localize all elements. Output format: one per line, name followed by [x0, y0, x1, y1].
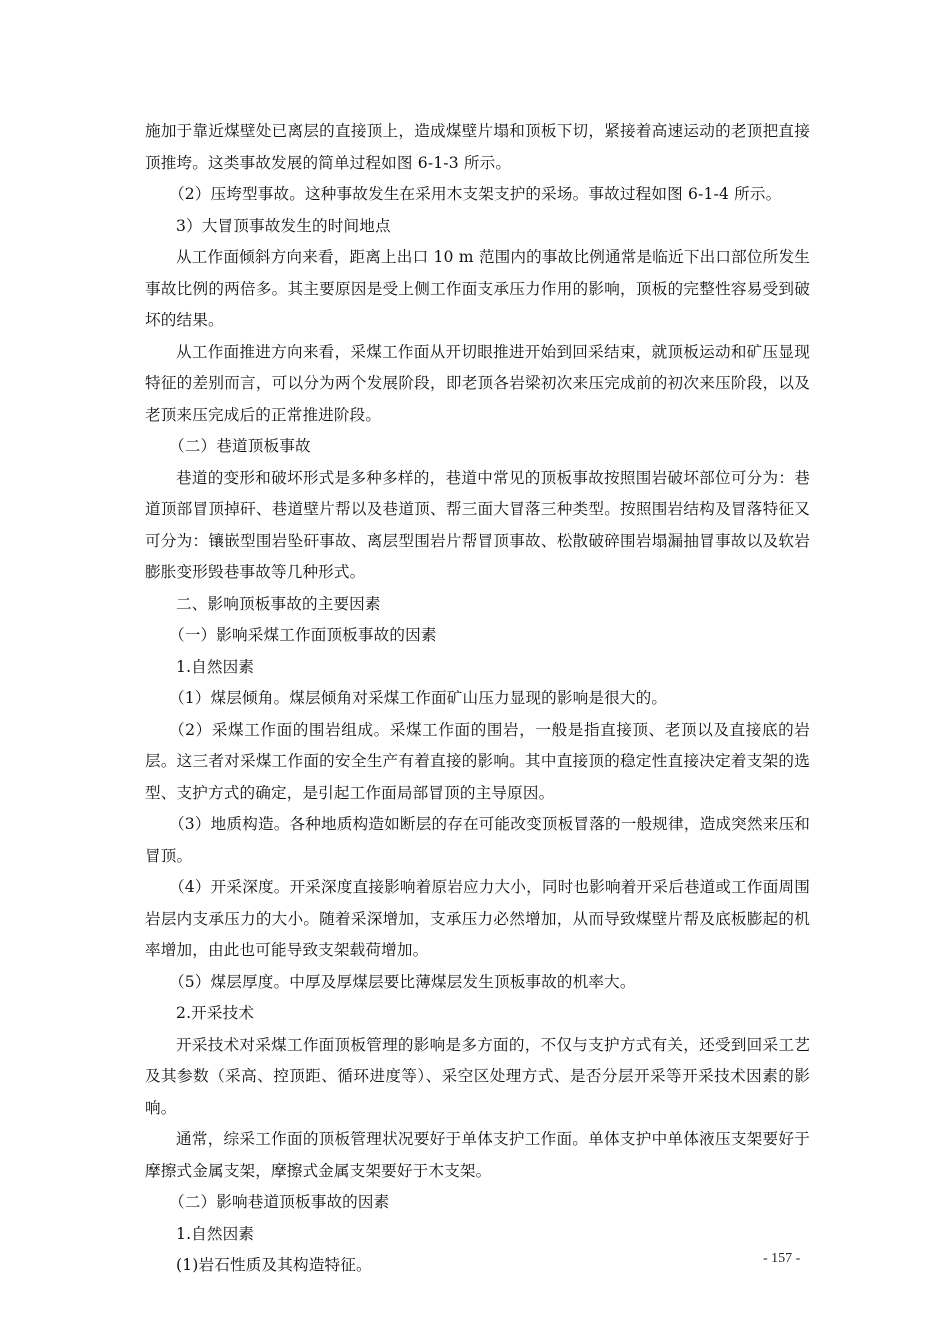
- paragraph: （5）煤层厚度。中厚及厚煤层要比薄煤层发生顶板事故的机率大。: [169, 972, 636, 991]
- section-heading: 3）大冒顶事故发生的时间地点: [176, 216, 391, 235]
- section-heading: 1.自然因素: [176, 1224, 255, 1243]
- body-text: [145, 116, 810, 1282]
- paragraph: 从工作面推进方向来看，采煤工作面从开切眼推进开始到回采结束，就顶板运动和矿压显现特征的差别而言，可以分为两个发展阶段，即老顶各岩梁初次来压完成前的初次来压阶段，以及老顶来压完成后的正常推进阶段。: [145, 342, 810, 424]
- paragraph: （2）采煤工作面的围岩组成。采煤工作面的围岩，一般是指直接顶、老顶以及直接底的岩层。这三者对采煤工作面的安全生产有着直接的影响。其中直接顶的稳定性直接决定着支架的选型、支护方式的确定，是引起工作面局部冒顶的主导原因。: [145, 720, 810, 802]
- paragraph: 开采技术对采煤工作面顶板管理的影响是多方面的，不仅与支护方式有关，还受到回采工艺及其参数（采高、控顶距、循环进度等）、采空区处理方式、是否分层开采等开采技术因素的影响。: [145, 1035, 810, 1117]
- paragraph: 通常，综采工作面的顶板管理状况要好于单体支护工作面。单体支护中单体液压支架要好于摩擦式金属支架，摩擦式金属支架要好于木支架。: [145, 1130, 810, 1180]
- section-heading: 1.自然因素: [176, 657, 255, 676]
- paragraph: (1)岩石性质及其构造特征。: [176, 1256, 372, 1274]
- page-number: - 157 -: [763, 1251, 801, 1266]
- paragraph: （3）地质构造。各种地质构造如断层的存在可能改变顶板冒落的一般规律，造成突然来压和冒顶。: [145, 815, 810, 865]
- paragraph: （2）压垮型事故。这种事故发生在采用木支架支护的采场。事故过程如图 6-1-4 所示。: [169, 185, 782, 203]
- section-heading: 2.开采技术: [176, 1004, 255, 1022]
- paragraph: 施加于靠近煤壁处已离层的直接顶上，造成煤壁片塌和顶板下切，紧接着高速运动的老顶把直接顶推垮。这类事故发展的简单过程如图 6-1-3 所示。: [145, 122, 810, 172]
- section-heading: （二）影响巷道顶板事故的因素: [169, 1193, 390, 1211]
- section-heading: （二）巷道顶板事故: [169, 437, 311, 455]
- section-heading: （一）影响采煤工作面顶板事故的因素: [169, 626, 437, 644]
- paragraph: （1）煤层倾角。煤层倾角对采煤工作面矿山压力显现的影响是很大的。: [169, 689, 668, 707]
- paragraph: 从工作面倾斜方向来看，距离上出口 10 m 范围内的事故比例通常是临近下出口部位所发生事故比例的两倍多。其主要原因是受上侧工作面支承压力作用的影响，顶板的完整性容易受到破坏的结果。: [145, 248, 810, 329]
- paragraph: 巷道的变形和破坏形式是多种多样的，巷道中常见的顶板事故按照围岩破坏部位可分为：巷道顶部冒顶掉矸、巷道壁片帮以及巷道顶、帮三面大冒落三种类型。按照围岩结构及冒落特征又可分为：镶嵌型围岩坠矸事故、离层型围岩片帮冒顶事故、松散破碎围岩塌漏抽冒事故以及软岩膨胀变形毁巷事故等几种形式。: [145, 468, 810, 581]
- section-heading: 二、影响顶板事故的主要因素: [176, 594, 381, 613]
- paragraph: （4）开采深度。开采深度直接影响着原岩应力大小，同时也影响着开采后巷道或工作面周围岩层内支承压力的大小。随着采深增加，支承压力必然增加，从而导致煤壁片帮及底板膨起的机率增加，由此也可能导致支架载荷增加。: [145, 878, 810, 959]
